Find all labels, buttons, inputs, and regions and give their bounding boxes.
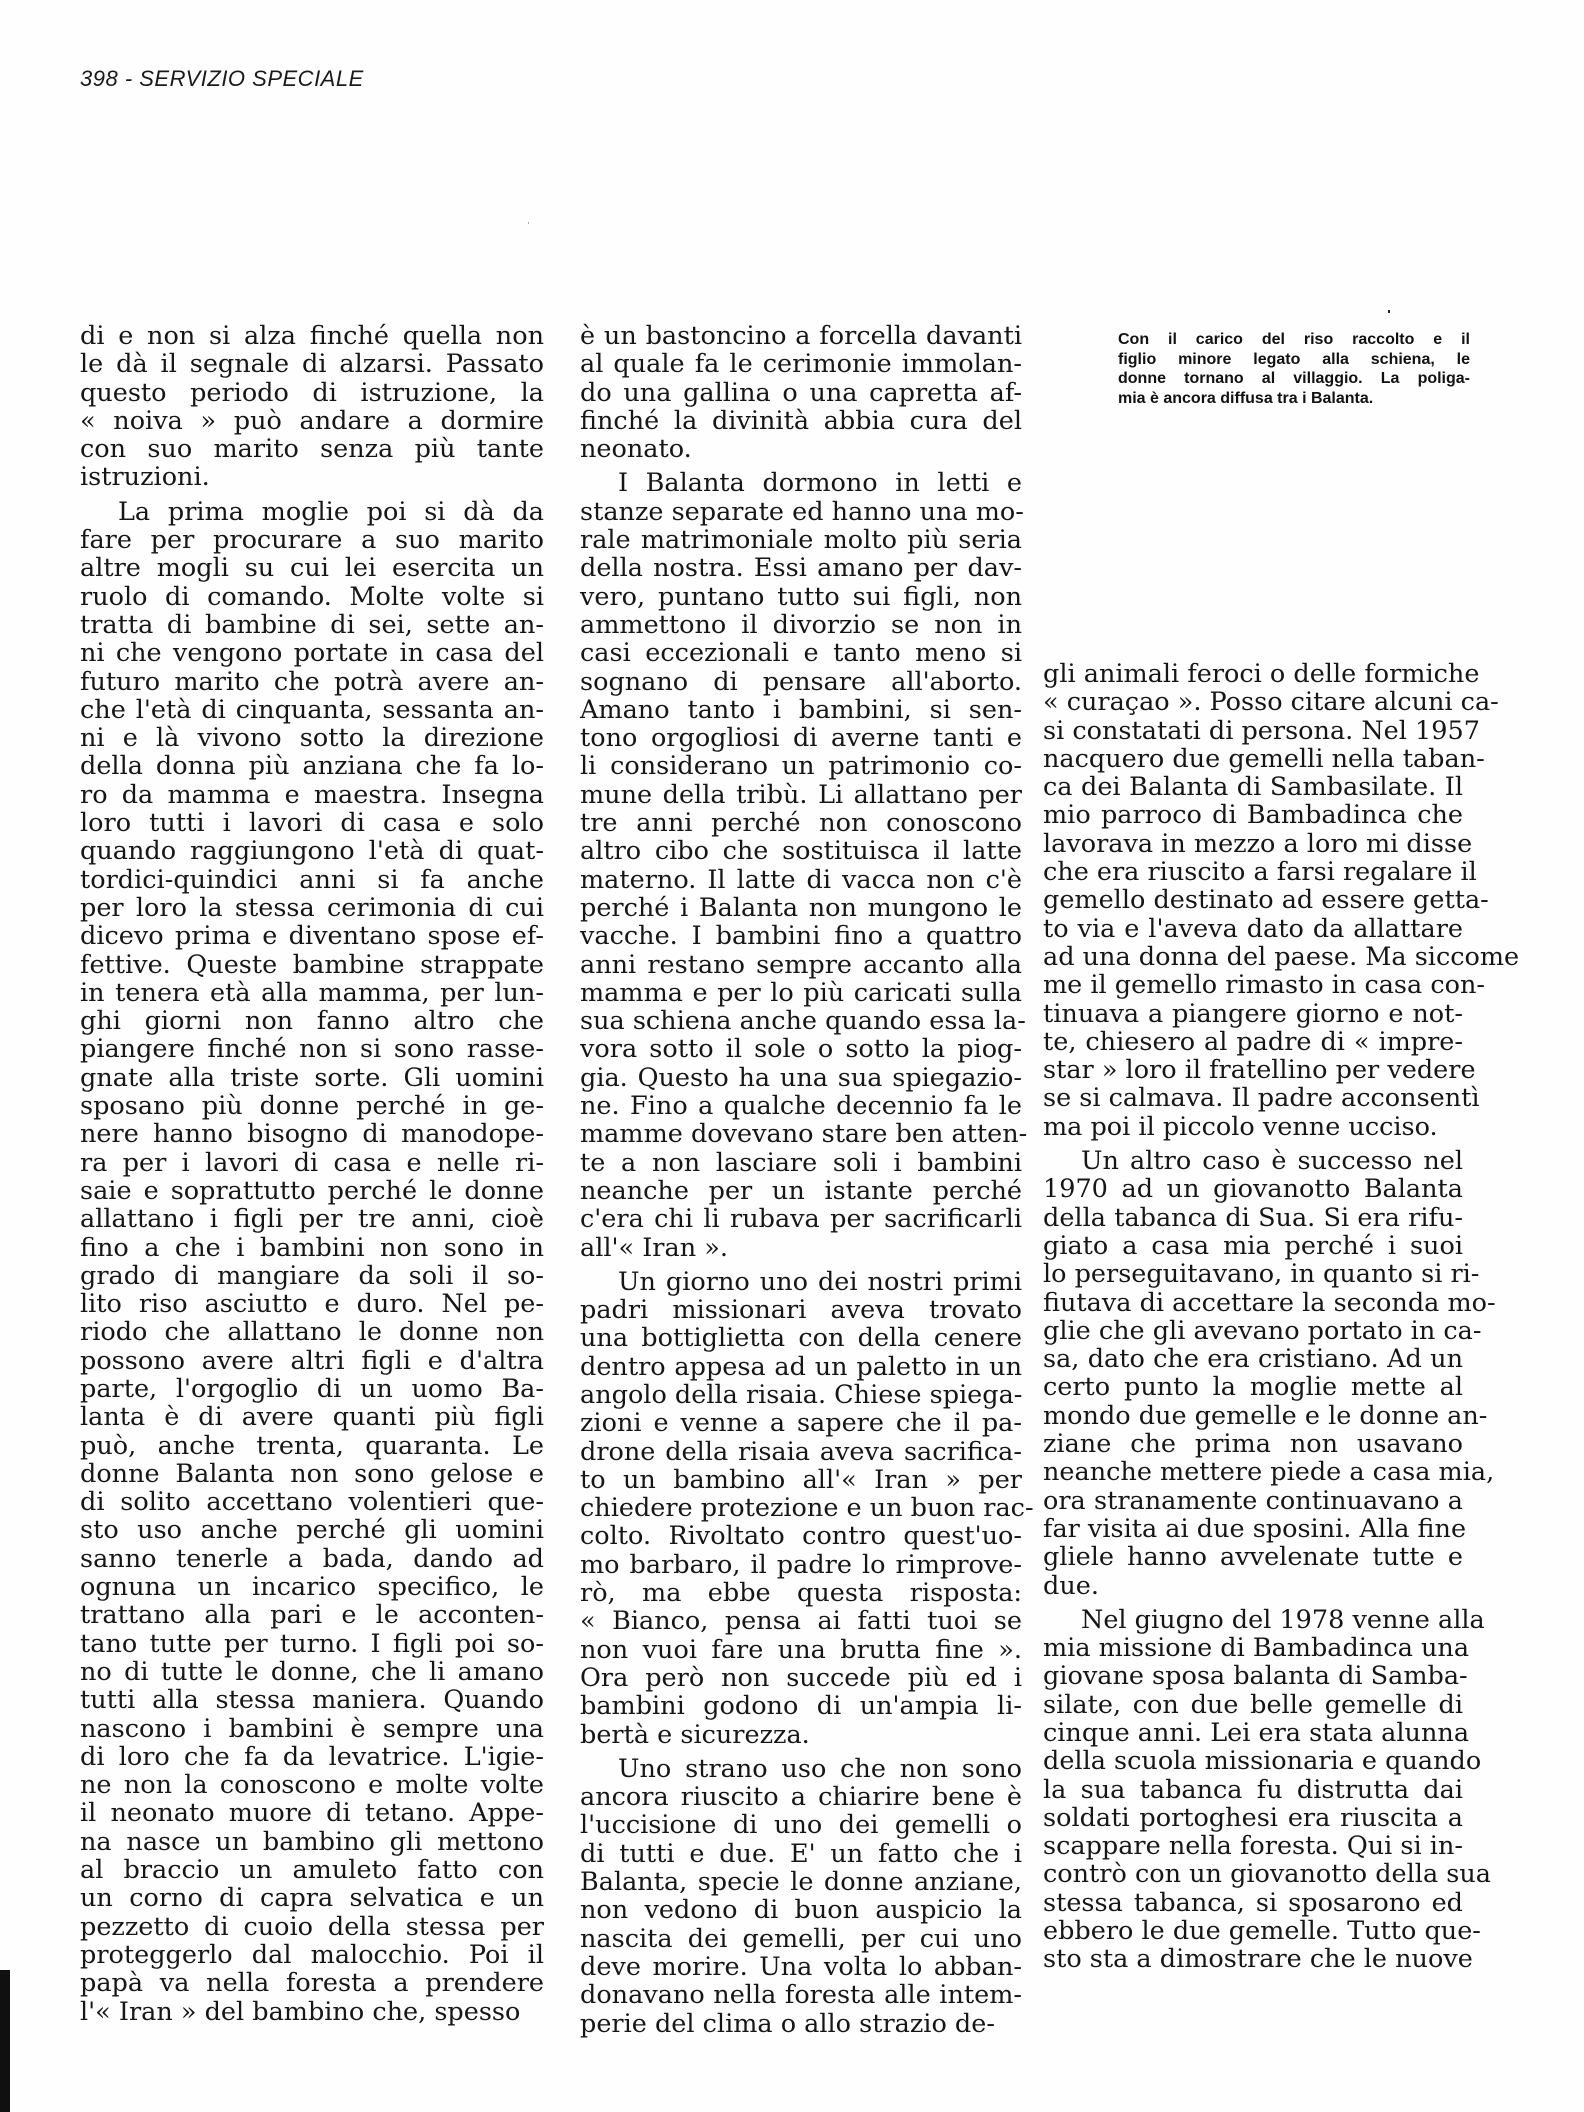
text-line: donne Balanta non sono gelose e — [80, 1458, 544, 1489]
text-line: gliele hanno avvelenate tutte e — [1043, 1542, 1463, 1573]
text-line: giovane sposa balanta di Samba- — [1043, 1661, 1468, 1692]
text-line: deve morire. Una volta lo abban- — [580, 1951, 1022, 1982]
paragraph — [80, 322, 544, 492]
text-line: un corno di capra selvatica e un — [80, 1883, 544, 1914]
text-line: l'« Iran » del bambino che, spesso — [80, 1996, 521, 2027]
text-line: ne non la conoscono e molte volte — [80, 1770, 544, 1801]
text-line: per loro la stessa cerimonia di cui — [80, 892, 544, 923]
text-column-3 — [1043, 659, 1520, 1980]
text-line: stanze separate ed hanno una mo- — [580, 496, 1024, 527]
text-line: nere hanno bisogno di manodope- — [80, 1119, 544, 1150]
text-line: vacche. I bambini fino a quattro — [580, 921, 1022, 952]
text-line: cinque anni. Lei era stata alunna — [1043, 1717, 1470, 1748]
text-line: ora stranamente continuavano a — [1043, 1485, 1463, 1516]
text-line: sto uso anche perché gli uomini — [80, 1515, 544, 1546]
text-line: I Balanta dormono in letti e — [618, 468, 1022, 499]
text-line: padri missionari aveva trovato — [580, 1295, 1022, 1326]
text-line: tratta di bambine di sei, sette an- — [80, 609, 544, 640]
text-line: materno. Il latte di vacca non c'è — [580, 864, 1022, 895]
text-line: può, anche trenta, quaranta. Le — [80, 1430, 544, 1461]
text-line: certo punto la moglie mette al — [1043, 1372, 1463, 1403]
text-line: gia. Questo ha una sua spiegazio- — [580, 1062, 1022, 1093]
caption-line: donne tornano al villaggio. La poliga- — [1118, 370, 1470, 387]
text-line: donavano nella foresta alle intem- — [580, 1980, 1022, 2011]
text-line: gli animali feroci o delle formiche — [1043, 659, 1480, 689]
text-line: ne. Fino a qualche decennio fa le — [580, 1091, 1022, 1122]
text-line: trattano alla pari e le acconten- — [80, 1600, 544, 1631]
text-line: to via e l'aveva dato da allattare — [1043, 913, 1463, 944]
paragraph — [580, 468, 1028, 1263]
text-line: colto. Rivoltato contro quest'uo- — [580, 1521, 1022, 1552]
text-line: star » loro il fratellino per vedere — [1043, 1055, 1476, 1086]
paragraph — [1043, 659, 1520, 1142]
text-line: silate, con due belle gemelle di — [1043, 1689, 1463, 1720]
text-line: istruzioni. — [80, 462, 210, 493]
text-line: dicevo prima e diventano spose ef- — [80, 921, 544, 952]
photo-caption — [1118, 330, 1470, 408]
scan-edge-mark — [0, 1970, 10, 2112]
text-line: drone della risaia aveva sacrifica- — [580, 1436, 1022, 1467]
text-line: « Bianco, pensa ai fatti tuoi se — [580, 1606, 1022, 1637]
text-line: 1970 ad un giovanotto Balanta — [1043, 1174, 1463, 1205]
text-line: se si calmava. Il padre acconsentì — [1043, 1083, 1480, 1114]
text-line: angolo della risaia. Chiese spiega- — [580, 1379, 1023, 1410]
text-line: piangere finché non si sono rasse- — [80, 1034, 544, 1065]
text-line: mune della tribù. Li allattano per — [580, 779, 1022, 810]
text-line: « curaçao ». Posso citare alcuni ca- — [1043, 687, 1499, 718]
text-line: ni che vengono portate in casa del — [80, 638, 544, 669]
text-line: ma poi il piccolo venne ucciso. — [1043, 1111, 1438, 1142]
text-line: contrò con un giovanotto della sua — [1043, 1859, 1491, 1890]
scan-speck — [528, 222, 529, 224]
text-line: bertà e sicurezza. — [580, 1719, 810, 1750]
text-line: grado di mangiare da soli il so- — [80, 1260, 544, 1291]
text-line: della donna più anziana che fa lo- — [80, 751, 544, 782]
text-line: di e non si alza finché quella non — [80, 321, 544, 351]
text-line: in tenera età alla mamma, per lun- — [80, 977, 544, 1008]
text-line: gemello destinato ad essere getta- — [1043, 885, 1489, 916]
text-line: le dà il segnale di alzarsi. Passato — [80, 349, 544, 380]
text-line: nascono i bambini è sempre una — [80, 1713, 544, 1744]
paragraph — [580, 322, 1022, 463]
text-line: due. — [1043, 1570, 1099, 1601]
text-line: della tabanca di Sua. Si era rifu- — [1043, 1202, 1463, 1233]
text-line: tutti alla stessa maniera. Quando — [80, 1685, 544, 1716]
text-line: neanche mettere piede a casa mia, — [1043, 1457, 1495, 1488]
text-line: glie che gli avevano portato in ca- — [1043, 1315, 1482, 1346]
text-line: al braccio un amuleto fatto con — [80, 1855, 544, 1886]
text-line: saie e soprattutto perché le donne — [80, 1175, 544, 1206]
text-line: gnate alla triste sorte. Gli uomini — [80, 1062, 544, 1093]
text-line: Balanta, specie le donne anziane, — [580, 1867, 1022, 1898]
text-line: non vuoi fare una brutta fine ». — [580, 1634, 1022, 1665]
text-line: nacquero due gemelli nella taban- — [1043, 743, 1485, 774]
text-line: della scuola missionaria e quando — [1043, 1746, 1482, 1777]
text-line: ad una donna del paese. Ma siccome — [1043, 941, 1520, 972]
text-line: Un altro caso è successo nel — [1081, 1146, 1463, 1177]
text-line: riodo che allattano le donne non — [80, 1317, 544, 1348]
paragraph — [80, 498, 544, 2026]
text-line: tono orgogliosi di averne tanti e — [580, 723, 1022, 754]
text-line: è un bastoncino a forcella davanti — [580, 321, 1022, 351]
text-line: tre anni perché non conoscono — [580, 808, 1022, 839]
text-line: di tutti e due. E' un fatto che i — [580, 1838, 1022, 1869]
text-line: neanche per un istante perché — [580, 1175, 1022, 1206]
text-line: fettive. Queste bambine strappate — [80, 949, 544, 980]
text-line: ro da mamma e maestra. Insegna — [80, 779, 544, 810]
text-line: bambini godono di un'ampia li- — [580, 1691, 1022, 1722]
text-line: giato a casa mia perché i suoi — [1043, 1230, 1463, 1261]
text-column-2 — [580, 321, 1034, 2044]
text-line: scappare nella foresta. Qui si in- — [1043, 1831, 1463, 1862]
text-line: fiutava di accettare la seconda mo- — [1043, 1287, 1496, 1318]
text-line: l'uccisione di uno dei gemelli o — [580, 1810, 1022, 1841]
running-header: 398 - SERVIZIO SPECIALE — [80, 66, 364, 91]
text-line: il neonato muore di tetano. Appe- — [80, 1798, 544, 1829]
text-line: no di tutte le donne, che li amano — [80, 1656, 544, 1687]
text-line: ammettono il divorzio se non in — [580, 609, 1022, 640]
text-line: mia missione di Bambadinca una — [1043, 1633, 1470, 1664]
paragraph — [580, 1266, 1034, 1750]
text-line: Uno strano uso che non sono — [618, 1753, 1022, 1784]
text-line: te a non lasciare soli i bambini — [580, 1147, 1022, 1178]
text-line: vero, puntano tutto sui figli, non — [580, 581, 1022, 612]
text-line: la sua tabanca fu distrutta dai — [1043, 1774, 1463, 1805]
text-line: far visita ai due sposini. Alla fine — [1043, 1513, 1467, 1544]
text-line: tano tutte per turno. I figli poi so- — [80, 1628, 544, 1659]
text-line: ni e là vivono sotto la direzione — [80, 723, 544, 754]
text-line: perie del clima o allo strazio de- — [580, 2008, 995, 2039]
text-line: di loro che fa da levatrice. L'igie- — [80, 1741, 544, 1772]
text-line: me il gemello rimasto in casa con- — [1043, 970, 1486, 1001]
text-line: lavorava in mezzo a loro mi disse — [1043, 828, 1473, 859]
text-line: casi eccezionali e tanto meno si — [580, 638, 1022, 669]
text-line: lito riso asciutto e duro. Nel pe- — [80, 1289, 544, 1320]
text-line: che l'età di cinquanta, sessanta an- — [80, 694, 544, 725]
text-line: do una gallina o una capretta af- — [580, 377, 1022, 408]
text-line: tordici-quindici anni si fa anche — [80, 864, 544, 895]
text-line: Amano tanto i bambini, si sen- — [580, 694, 1022, 725]
text-line: mondo due gemelle e le donne an- — [1043, 1400, 1488, 1431]
paragraph — [580, 1755, 1022, 2038]
text-line: con suo marito senza più tante — [80, 434, 544, 465]
text-line: li considerano un patrimonio co- — [580, 751, 1022, 782]
text-line: questo periodo di istruzione, la — [80, 377, 544, 408]
text-line: futuro marito che potrà avere an- — [80, 666, 544, 697]
text-line: te, chiesero al padre di « impre- — [1043, 1026, 1463, 1057]
text-line: La prima moglie poi si dà da — [118, 496, 544, 527]
caption-line: figlio minore legato alla schiena, le — [1118, 350, 1470, 368]
text-line: una bottiglietta con della cenere — [580, 1323, 1022, 1354]
text-line: « noiva » può andare a dormire — [80, 405, 544, 436]
text-line: rò, ma ebbe questa risposta: — [580, 1578, 1022, 1609]
text-line: sto sta a dimostrare che le nuove — [1043, 1944, 1473, 1975]
text-line: mamma e per lo più caricati sulla — [580, 977, 1022, 1008]
text-line: si constatati di persona. Nel 1957 — [1043, 715, 1480, 746]
text-line: c'era chi li rubava per sacrificarli — [580, 1204, 1022, 1235]
paragraph — [1043, 1604, 1491, 1975]
text-line: non vedono di buon auspicio la — [580, 1895, 1022, 1926]
text-line: possono avere altri figli e d'altra — [80, 1345, 544, 1376]
text-line: dentro appesa ad un paletto in un — [580, 1351, 1022, 1382]
text-line: chiedere protezione e un buon rac- — [580, 1493, 1034, 1524]
text-line: to un bambino all'« Iran » per — [580, 1464, 1022, 1495]
text-line: stessa tabanca, si sposarono ed — [1043, 1887, 1463, 1918]
text-line: ruolo di comando. Molte volte si — [80, 581, 544, 612]
text-line: tinuava a piangere giorno e not- — [1043, 998, 1463, 1029]
text-line: parte, l'orgoglio di un uomo Ba- — [80, 1373, 544, 1404]
text-line: finché la divinità abbia cura del — [580, 405, 1022, 436]
text-line: ognuna un incarico specifico, le — [80, 1572, 544, 1603]
text-line: mo barbaro, il padre lo rimprove- — [580, 1549, 1022, 1580]
text-line: soldati portoghesi era riuscita a — [1043, 1802, 1463, 1833]
text-line: al quale fa le cerimonie immolan- — [580, 349, 1022, 380]
text-line: ra per i lavori di casa e nelle ri- — [80, 1147, 544, 1178]
text-line: che era riuscito a farsi regalare il — [1043, 857, 1477, 888]
text-line: pezzetto di cuoio della stessa per — [80, 1911, 544, 1942]
text-line: fare per procurare a suo marito — [80, 525, 544, 556]
text-line: nascita dei gemelli, per cui uno — [580, 1923, 1022, 1954]
text-line: rale matrimoniale molto più seria — [580, 525, 1022, 556]
scan-speck — [1388, 310, 1390, 313]
text-line: sognano di pensare all'aborto. — [580, 666, 1022, 697]
text-line: ebbero le due gemelle. Tutto que- — [1043, 1916, 1481, 1947]
text-line: sa, dato che era cristiano. Ad un — [1043, 1344, 1463, 1375]
text-line: lanta è di avere quanti più figli — [80, 1402, 544, 1433]
text-line: ziane che prima non usavano — [1043, 1429, 1463, 1460]
text-line: anni restano sempre accanto alla — [580, 949, 1022, 980]
text-line: sposano più donne perché in ge- — [80, 1091, 544, 1122]
text-line: altro cibo che sostituisca il latte — [580, 836, 1022, 867]
text-line: ca dei Balanta di Sambasilate. Il — [1043, 772, 1463, 803]
paragraph — [1043, 1146, 1496, 1601]
text-line: di solito accettano volentieri que- — [80, 1487, 544, 1518]
text-line: lo perseguitavano, in quanto si ri- — [1043, 1259, 1480, 1290]
text-line: sua schiena anche quando essa la- — [580, 1006, 1026, 1037]
text-line: neonato. — [580, 434, 692, 465]
text-line: ghi giorni non fanno altro che — [80, 1006, 544, 1037]
text-line: Nel giugno del 1978 venne alla — [1081, 1604, 1485, 1635]
text-line: na nasce un bambino gli mettono — [80, 1826, 544, 1857]
caption-line: mia è ancora diffusa tra i Balanta. — [1118, 389, 1374, 407]
text-line: allattano i figli per tre anni, cioè — [80, 1204, 544, 1235]
text-line: Un giorno uno dei nostri primi — [618, 1266, 1022, 1297]
text-line: mamme dovevano stare ben atten- — [580, 1119, 1028, 1150]
text-line: loro tutti i lavori di casa e solo — [80, 808, 544, 839]
text-line: ancora riuscito a chiarire bene è — [580, 1782, 1022, 1813]
text-line: vora sotto il sole o sotto la piog- — [580, 1034, 1022, 1065]
text-column-1 — [80, 322, 544, 2032]
text-line: quando raggiungono l'età di quat- — [80, 836, 544, 867]
caption-line: Con il carico del riso raccolto e il — [1118, 331, 1470, 348]
text-line: altre mogli su cui lei esercita un — [80, 553, 544, 584]
text-line: della nostra. Essi amano per dav- — [580, 553, 1022, 584]
text-line: sanno tenerle a bada, dando ad — [80, 1543, 544, 1574]
text-line: fino a che i bambini non sono in — [80, 1232, 544, 1263]
text-line: proteggerlo dal malocchio. Poi il — [80, 1939, 544, 1970]
text-line: all'« Iran ». — [580, 1232, 728, 1263]
text-line: perché i Balanta non mungono le — [580, 892, 1022, 923]
text-line: mio parroco di Bambadinca che — [1043, 800, 1463, 831]
text-line: papà va nella foresta a prendere — [80, 1968, 544, 1999]
text-line: Ora però non succede più ed i — [580, 1662, 1022, 1693]
text-line: zioni e venne a sapere che il pa- — [580, 1408, 1022, 1439]
